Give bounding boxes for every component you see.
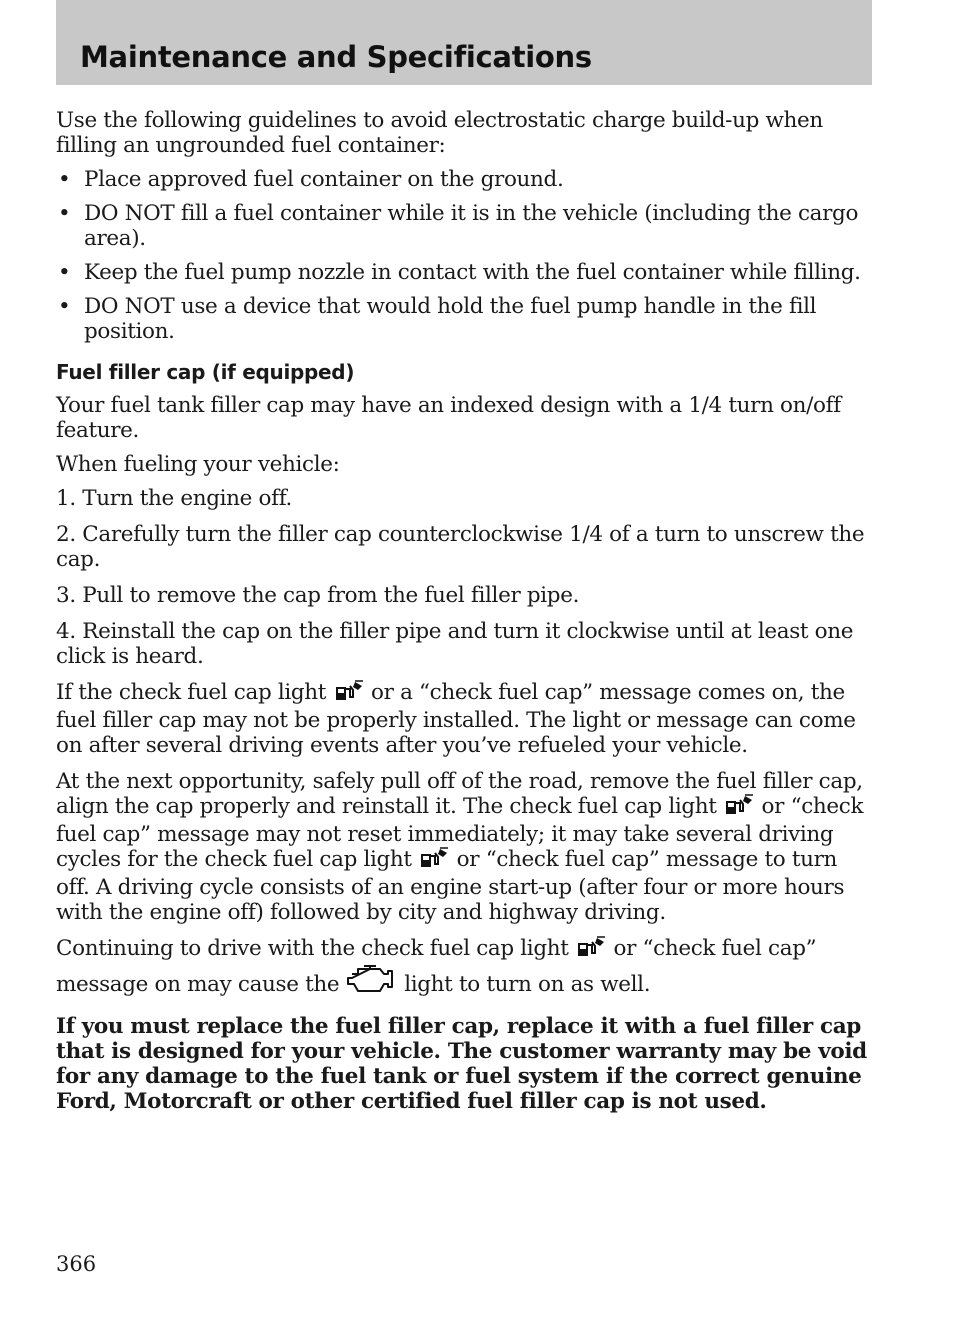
check-fuel-cap-icon (333, 680, 365, 708)
warranty-notice: If you must replace the fuel filler cap, replace it with a fuel filler cap that is designed for your vehicle. The customer warranty may be void for any damage to the fuel tank or fuel system if the correct genuine Ford, Motorcraft or other certified fuel filler cap is not used. (56, 1014, 867, 1114)
list-item: • Keep the fuel pump nozzle in contact with the fuel container while filling. (56, 260, 872, 285)
step-item: 3. Pull to remove the cap from the fuel filler pipe. (56, 583, 580, 608)
check-engine-icon (346, 964, 398, 1000)
section-heading: Fuel filler cap (if equipped) (56, 360, 355, 384)
list-item: • DO NOT use a device that would hold the fuel pump handle in the fill position. (56, 294, 872, 344)
header-band (56, 0, 872, 85)
text-run: Continuing to drive with the check fuel cap light (56, 936, 576, 961)
intro-paragraph: Use the following guidelines to avoid electrostatic charge build-up when filling an ungrounded fuel container: (56, 108, 823, 158)
step-item: 4. Reinstall the cap on the filler pipe and turn it clockwise until at least one click is heard. (56, 619, 854, 669)
text-run: or “check fuel cap” message on may cause the (56, 936, 817, 997)
page-number: 366 (56, 1252, 97, 1276)
text-run: or a “check fuel cap” message comes on, the fuel filler cap may not be properly installed. The light or message can come on after several driving events after you’ve refueled your vehicle. (56, 680, 856, 758)
page-title: Maintenance and Specifications (80, 40, 592, 74)
check-fuel-cap-icon (418, 847, 450, 875)
step-item: 1. Turn the engine off. (56, 486, 293, 511)
check-fuel-cap-icon (575, 936, 607, 964)
opportunity-paragraph (56, 769, 872, 925)
step-item: 2. Carefully turn the filler cap counterclockwise 1/4 of a turn to unscrew the cap. (56, 522, 865, 572)
when-fueling-paragraph: When fueling your vehicle: (56, 452, 340, 477)
indexed-design-paragraph: Your fuel tank filler cap may have an indexed design with a 1/4 turn on/off feature. (56, 393, 841, 443)
text-run: At the next opportunity, safely pull off of the road, remove the fuel filler cap, align the cap properly and reinstall it. The check fuel cap light (56, 769, 863, 819)
guidelines-list (56, 167, 872, 344)
check-light-paragraph (56, 680, 872, 758)
continuing-paragraph (56, 936, 872, 1000)
text-run: light to turn on as well. (397, 972, 651, 997)
list-item: • DO NOT fill a fuel container while it is in the vehicle (including the cargo area). (56, 201, 872, 251)
page-content (56, 108, 872, 1123)
text-run: or “check fuel cap” message may not reset immediately; it may take several driving cycles for the check fuel cap light (56, 794, 864, 872)
list-item: • Place approved fuel container on the ground. (56, 167, 872, 192)
check-fuel-cap-icon (723, 794, 755, 822)
text-run: or “check fuel cap” message to turn off. A driving cycle consists of an engine start-up (after four or more hours with the engine off) followed by city and highway driving. (56, 847, 845, 925)
text-run: If the check fuel cap light (56, 680, 333, 705)
